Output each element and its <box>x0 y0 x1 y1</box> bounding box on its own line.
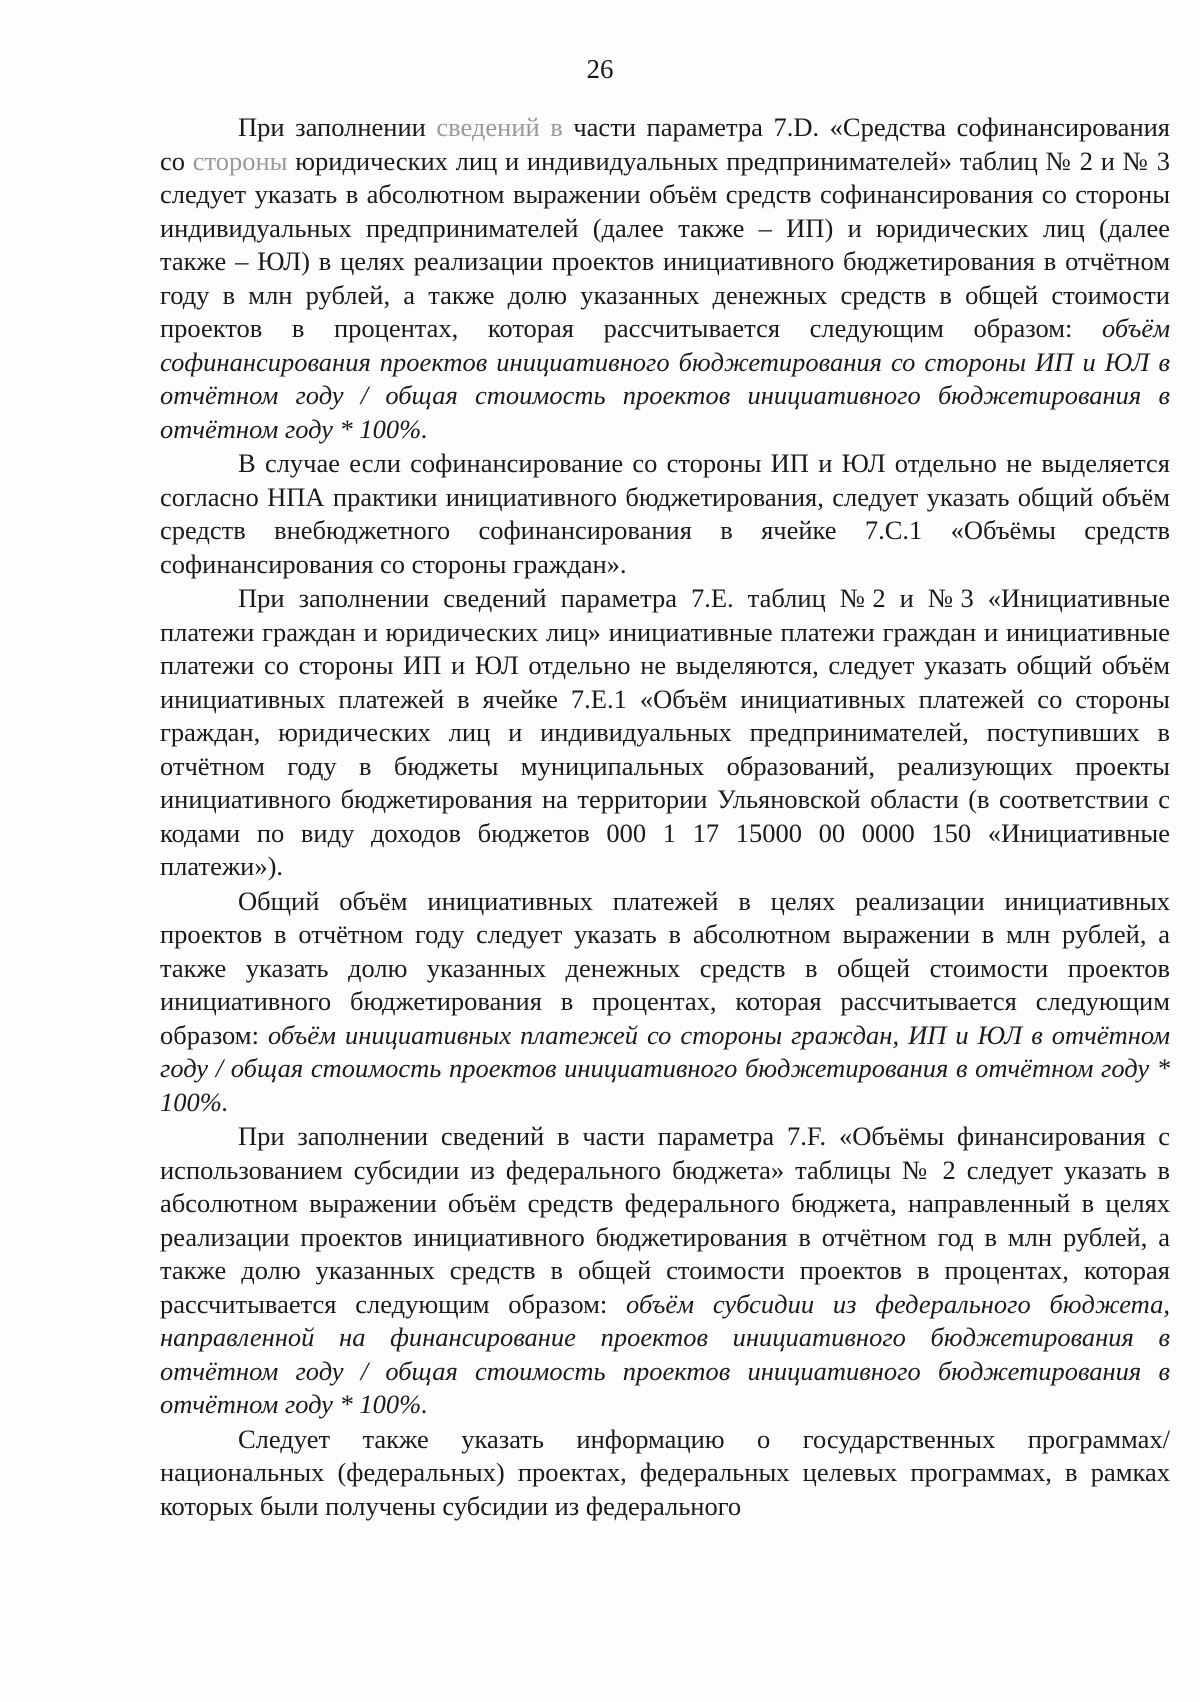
paragraph-text: части параметра 7.D. «Средства софинансирования со <box>160 112 1170 176</box>
faded-text: стороны <box>192 145 288 176</box>
formula-text: объём софинансирования проектов инициативного бюджетирования со стороны ИП и ЮЛ в отчётном году / общая стоимость проектов инициативного бюджетирования в отчётном году * 100%. <box>160 313 1170 444</box>
paragraph-text: При заполнении <box>238 112 437 142</box>
paragraph-npa-note <box>160 447 1170 581</box>
paragraph-7e <box>160 582 1170 884</box>
paragraph-text: Общий объём инициативных платежей в целях реализации инициативных проектов в отчётном году следует указать в абсолютном выражении в млн рублей, а также указать долю указанных денежных средств в общей стоимости проектов инициативного бюджетирования в процентах, которая рассчитывается следующим образом: <box>160 885 1170 1050</box>
paragraph-text: В случае если софинансирование со стороны ИП и ЮЛ отдельно не выделяется согласно НПА практики инициативного бюджетирования, следует указать общий объём средств внебюджетного софинансирования в ячейке 7.C.1 «Объёмы средств софинансирования со стороны граждан». <box>160 448 1170 579</box>
faded-text: сведений в <box>436 112 563 142</box>
paragraph-initiative-payments <box>160 885 1170 1120</box>
paragraph-text: Следует также указать информацию о государственных программах/национальных (федеральных) проектах, федеральных целевых программах, в рамках которых были получены субсидии из федерального <box>160 1423 1170 1521</box>
page-number: 26 <box>586 54 614 84</box>
paragraph-text: юридических лиц и индивидуальных предпринимателей» таблиц № 2 и № 3 следует указать в абсолютном выражении объём средств софинансирования со стороны индивидуальных предпринимателей (далее также – ИП) и юридических лиц (далее также – ЮЛ) в целях реализации проектов инициативного бюджетирования в отчётном году в млн рублей, а также долю указанных денежных средств в общей стоимости проектов в процентах, которая рассчитывается следующим образом: <box>160 145 1170 343</box>
document-body <box>160 111 1170 1523</box>
paragraph-7f <box>160 1120 1170 1422</box>
paragraph-7d <box>160 111 1170 446</box>
formula-text: объём инициативных платежей со стороны граждан, ИП и ЮЛ в отчётном году / общая стоимость проектов инициативного бюджетирования в отчётном году * 100%. <box>160 1019 1171 1117</box>
paragraph-text: При заполнении сведений в части параметра 7.F. «Объёмы финансирования с использованием субсидии из федерального бюджета» таблицы № 2 следует указать в абсолютном выражении объём средств федерального бюджета, направленный в целях реализации проектов инициативного бюджетирования в отчётном год в млн рублей, а также долю указанных средств в общей стоимости проектов в процентах, которая рассчитывается следующим образом: <box>160 1121 1170 1319</box>
paragraph-text: При заполнении сведений параметра 7.Е. таблиц №2 и №3 «Инициативные платежи граждан и юридических лиц» инициативные платежи граждан и инициативные платежи со стороны ИП и ЮЛ отдельно не выделяются, следует указать общий объём инициативных платежей в ячейке 7.Е.1 «Объём инициативных платежей со стороны граждан, юридических лиц и индивидуальных предпринимателей, поступивших в отчётном году в бюджеты муниципальных образований, реализующих проекты инициативного бюджетирования на территории Ульяновской области (в соответствии с кодами по виду доходов бюджетов 000 1 17 15000 00 0000 150 «Инициативные платежи»). <box>160 583 1170 881</box>
formula-text: объём субсидии из федерального бюджета, направленной на финансирование проектов инициативного бюджетирования в отчётном году / общая стоимость проектов инициативного бюджетирования в отчётном году * 100%. <box>160 1288 1171 1419</box>
paragraph-programs <box>160 1423 1170 1524</box>
